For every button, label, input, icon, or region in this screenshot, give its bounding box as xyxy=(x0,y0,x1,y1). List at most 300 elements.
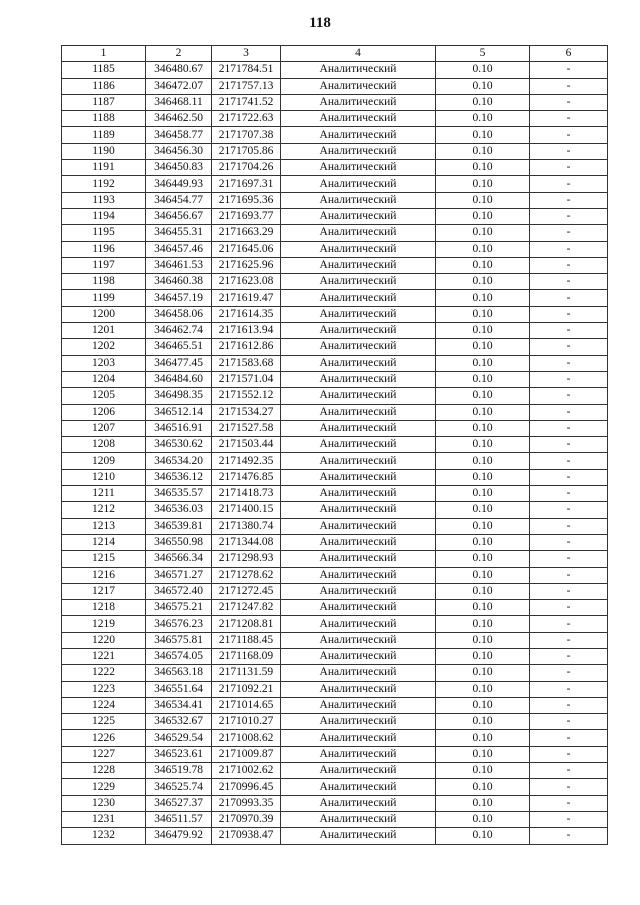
y-coordinate-cell: 2171757.13 xyxy=(212,78,281,94)
method-cell: Аналитический xyxy=(281,94,436,110)
method-cell: Аналитический xyxy=(281,502,436,518)
y-coordinate-cell: 2171613.94 xyxy=(212,323,281,339)
table-row xyxy=(62,306,608,322)
y-coordinate-cell: 2171705.86 xyxy=(212,143,281,159)
accuracy-cell: 0.10 xyxy=(436,176,530,192)
table-row xyxy=(62,62,608,78)
accuracy-cell: 0.10 xyxy=(436,371,530,387)
page-number: 118 xyxy=(309,15,331,31)
table-row xyxy=(62,681,608,697)
table-row xyxy=(62,192,608,208)
column-header: 1 xyxy=(62,46,146,62)
method-cell: Аналитический xyxy=(281,225,436,241)
accuracy-cell: 0.10 xyxy=(436,160,530,176)
method-cell: Аналитический xyxy=(281,828,436,844)
method-cell: Аналитический xyxy=(281,697,436,713)
accuracy-cell: 0.10 xyxy=(436,290,530,306)
x-coordinate-cell: 346532.67 xyxy=(146,714,212,730)
point-number-cell: 1186 xyxy=(62,78,146,94)
x-coordinate-cell: 346456.67 xyxy=(146,208,212,224)
accuracy-cell: 0.10 xyxy=(436,453,530,469)
method-cell: Аналитический xyxy=(281,763,436,779)
y-coordinate-cell: 2171645.06 xyxy=(212,241,281,257)
point-number-cell: 1219 xyxy=(62,616,146,632)
table-row xyxy=(62,648,608,664)
point-number-cell: 1189 xyxy=(62,127,146,143)
point-number-cell: 1196 xyxy=(62,241,146,257)
x-coordinate-cell: 346534.20 xyxy=(146,453,212,469)
table-header-row xyxy=(62,46,608,62)
point-number-cell: 1216 xyxy=(62,567,146,583)
method-cell: Аналитический xyxy=(281,437,436,453)
column-header: 3 xyxy=(212,46,281,62)
accuracy-cell: 0.10 xyxy=(436,127,530,143)
method-cell: Аналитический xyxy=(281,274,436,290)
x-coordinate-cell: 346535.57 xyxy=(146,486,212,502)
table-row xyxy=(62,697,608,713)
note-cell: - xyxy=(530,763,608,779)
method-cell: Аналитический xyxy=(281,127,436,143)
accuracy-cell: 0.10 xyxy=(436,225,530,241)
table-row xyxy=(62,534,608,550)
table-row xyxy=(62,714,608,730)
x-coordinate-cell: 346525.74 xyxy=(146,779,212,795)
y-coordinate-cell: 2171663.29 xyxy=(212,225,281,241)
note-cell: - xyxy=(530,828,608,844)
note-cell: - xyxy=(530,355,608,371)
point-number-cell: 1202 xyxy=(62,339,146,355)
method-cell: Аналитический xyxy=(281,583,436,599)
accuracy-cell: 0.10 xyxy=(436,339,530,355)
point-number-cell: 1203 xyxy=(62,355,146,371)
note-cell: - xyxy=(530,567,608,583)
table-row xyxy=(62,241,608,257)
accuracy-cell: 0.10 xyxy=(436,274,530,290)
point-number-cell: 1224 xyxy=(62,697,146,713)
y-coordinate-cell: 2171247.82 xyxy=(212,600,281,616)
table-row xyxy=(62,78,608,94)
x-coordinate-cell: 346457.46 xyxy=(146,241,212,257)
table-row xyxy=(62,160,608,176)
y-coordinate-cell: 2171614.35 xyxy=(212,306,281,322)
table-row xyxy=(62,355,608,371)
note-cell: - xyxy=(530,290,608,306)
point-number-cell: 1201 xyxy=(62,323,146,339)
table-body xyxy=(62,62,608,844)
y-coordinate-cell: 2171014.65 xyxy=(212,697,281,713)
y-coordinate-cell: 2171704.26 xyxy=(212,160,281,176)
point-number-cell: 1194 xyxy=(62,208,146,224)
accuracy-cell: 0.10 xyxy=(436,469,530,485)
method-cell: Аналитический xyxy=(281,306,436,322)
table-row xyxy=(62,518,608,534)
x-coordinate-cell: 346460.38 xyxy=(146,274,212,290)
x-coordinate-cell: 346550.98 xyxy=(146,534,212,550)
point-number-cell: 1209 xyxy=(62,453,146,469)
method-cell: Аналитический xyxy=(281,404,436,420)
y-coordinate-cell: 2171400.15 xyxy=(212,502,281,518)
x-coordinate-cell: 346472.07 xyxy=(146,78,212,94)
x-coordinate-cell: 346456.30 xyxy=(146,143,212,159)
note-cell: - xyxy=(530,274,608,290)
accuracy-cell: 0.10 xyxy=(436,828,530,844)
point-number-cell: 1199 xyxy=(62,290,146,306)
accuracy-cell: 0.10 xyxy=(436,306,530,322)
y-coordinate-cell: 2171583.68 xyxy=(212,355,281,371)
point-number-cell: 1210 xyxy=(62,469,146,485)
method-cell: Аналитический xyxy=(281,811,436,827)
method-cell: Аналитический xyxy=(281,290,436,306)
table-row xyxy=(62,94,608,110)
accuracy-cell: 0.10 xyxy=(436,388,530,404)
y-coordinate-cell: 2171784.51 xyxy=(212,62,281,78)
y-coordinate-cell: 2170993.35 xyxy=(212,795,281,811)
point-number-cell: 1232 xyxy=(62,828,146,844)
column-header: 4 xyxy=(281,46,436,62)
accuracy-cell: 0.10 xyxy=(436,94,530,110)
y-coordinate-cell: 2171693.77 xyxy=(212,208,281,224)
note-cell: - xyxy=(530,176,608,192)
y-coordinate-cell: 2171010.27 xyxy=(212,714,281,730)
table-row xyxy=(62,290,608,306)
table-row xyxy=(62,616,608,632)
x-coordinate-cell: 346536.12 xyxy=(146,469,212,485)
point-number-cell: 1185 xyxy=(62,62,146,78)
y-coordinate-cell: 2171298.93 xyxy=(212,551,281,567)
x-coordinate-cell: 346571.27 xyxy=(146,567,212,583)
y-coordinate-cell: 2171619.47 xyxy=(212,290,281,306)
x-coordinate-cell: 346480.67 xyxy=(146,62,212,78)
point-number-cell: 1205 xyxy=(62,388,146,404)
table-row xyxy=(62,404,608,420)
point-number-cell: 1215 xyxy=(62,551,146,567)
x-coordinate-cell: 346462.74 xyxy=(146,323,212,339)
x-coordinate-cell: 346512.14 xyxy=(146,404,212,420)
table-row xyxy=(62,730,608,746)
y-coordinate-cell: 2171344.08 xyxy=(212,534,281,550)
note-cell: - xyxy=(530,600,608,616)
point-number-cell: 1223 xyxy=(62,681,146,697)
x-coordinate-cell: 346461.53 xyxy=(146,257,212,273)
column-header: 2 xyxy=(146,46,212,62)
method-cell: Аналитический xyxy=(281,78,436,94)
point-number-cell: 1218 xyxy=(62,600,146,616)
accuracy-cell: 0.10 xyxy=(436,583,530,599)
table-row xyxy=(62,225,608,241)
y-coordinate-cell: 2171278.62 xyxy=(212,567,281,583)
method-cell: Аналитический xyxy=(281,355,436,371)
point-number-cell: 1195 xyxy=(62,225,146,241)
point-number-cell: 1230 xyxy=(62,795,146,811)
method-cell: Аналитический xyxy=(281,795,436,811)
method-cell: Аналитический xyxy=(281,714,436,730)
point-number-cell: 1225 xyxy=(62,714,146,730)
method-cell: Аналитический xyxy=(281,486,436,502)
note-cell: - xyxy=(530,127,608,143)
x-coordinate-cell: 346498.35 xyxy=(146,388,212,404)
table-row xyxy=(62,811,608,827)
point-number-cell: 1222 xyxy=(62,665,146,681)
point-number-cell: 1217 xyxy=(62,583,146,599)
point-number-cell: 1220 xyxy=(62,632,146,648)
x-coordinate-cell: 346576.23 xyxy=(146,616,212,632)
y-coordinate-cell: 2170970.39 xyxy=(212,811,281,827)
table-row xyxy=(62,567,608,583)
point-number-cell: 1227 xyxy=(62,746,146,762)
y-coordinate-cell: 2170938.47 xyxy=(212,828,281,844)
x-coordinate-cell: 346458.06 xyxy=(146,306,212,322)
method-cell: Аналитический xyxy=(281,746,436,762)
method-cell: Аналитический xyxy=(281,371,436,387)
x-coordinate-cell: 346575.81 xyxy=(146,632,212,648)
table-row xyxy=(62,779,608,795)
x-coordinate-cell: 346457.19 xyxy=(146,290,212,306)
y-coordinate-cell: 2171168.09 xyxy=(212,648,281,664)
point-number-cell: 1211 xyxy=(62,486,146,502)
accuracy-cell: 0.10 xyxy=(436,143,530,159)
x-coordinate-cell: 346575.21 xyxy=(146,600,212,616)
note-cell: - xyxy=(530,241,608,257)
note-cell: - xyxy=(530,192,608,208)
accuracy-cell: 0.10 xyxy=(436,600,530,616)
accuracy-cell: 0.10 xyxy=(436,779,530,795)
x-coordinate-cell: 346450.83 xyxy=(146,160,212,176)
note-cell: - xyxy=(530,453,608,469)
point-number-cell: 1221 xyxy=(62,648,146,664)
method-cell: Аналитический xyxy=(281,420,436,436)
x-coordinate-cell: 346566.34 xyxy=(146,551,212,567)
method-cell: Аналитический xyxy=(281,111,436,127)
y-coordinate-cell: 2171695.36 xyxy=(212,192,281,208)
x-coordinate-cell: 346563.18 xyxy=(146,665,212,681)
y-coordinate-cell: 2171131.59 xyxy=(212,665,281,681)
y-coordinate-cell: 2171552.12 xyxy=(212,388,281,404)
accuracy-cell: 0.10 xyxy=(436,697,530,713)
x-coordinate-cell: 346551.64 xyxy=(146,681,212,697)
note-cell: - xyxy=(530,306,608,322)
y-coordinate-cell: 2171208.81 xyxy=(212,616,281,632)
coordinates-table xyxy=(61,45,608,845)
table-row xyxy=(62,551,608,567)
note-cell: - xyxy=(530,811,608,827)
method-cell: Аналитический xyxy=(281,388,436,404)
note-cell: - xyxy=(530,502,608,518)
point-number-cell: 1193 xyxy=(62,192,146,208)
accuracy-cell: 0.10 xyxy=(436,616,530,632)
method-cell: Аналитический xyxy=(281,730,436,746)
method-cell: Аналитический xyxy=(281,551,436,567)
method-cell: Аналитический xyxy=(281,567,436,583)
y-coordinate-cell: 2171571.04 xyxy=(212,371,281,387)
x-coordinate-cell: 346468.11 xyxy=(146,94,212,110)
table-row xyxy=(62,420,608,436)
accuracy-cell: 0.10 xyxy=(436,355,530,371)
note-cell: - xyxy=(530,437,608,453)
table-row xyxy=(62,388,608,404)
table-row xyxy=(62,323,608,339)
method-cell: Аналитический xyxy=(281,779,436,795)
note-cell: - xyxy=(530,208,608,224)
table-row xyxy=(62,583,608,599)
note-cell: - xyxy=(530,583,608,599)
accuracy-cell: 0.10 xyxy=(436,567,530,583)
accuracy-cell: 0.10 xyxy=(436,437,530,453)
point-number-cell: 1212 xyxy=(62,502,146,518)
accuracy-cell: 0.10 xyxy=(436,323,530,339)
y-coordinate-cell: 2171008.62 xyxy=(212,730,281,746)
table-row xyxy=(62,763,608,779)
x-coordinate-cell: 346462.50 xyxy=(146,111,212,127)
accuracy-cell: 0.10 xyxy=(436,795,530,811)
x-coordinate-cell: 346572.40 xyxy=(146,583,212,599)
table-row xyxy=(62,665,608,681)
y-coordinate-cell: 2171002.62 xyxy=(212,763,281,779)
accuracy-cell: 0.10 xyxy=(436,551,530,567)
note-cell: - xyxy=(530,551,608,567)
y-coordinate-cell: 2170996.45 xyxy=(212,779,281,795)
note-cell: - xyxy=(530,681,608,697)
point-number-cell: 1191 xyxy=(62,160,146,176)
table-row xyxy=(62,176,608,192)
y-coordinate-cell: 2171625.96 xyxy=(212,257,281,273)
y-coordinate-cell: 2171707.38 xyxy=(212,127,281,143)
note-cell: - xyxy=(530,339,608,355)
x-coordinate-cell: 346523.61 xyxy=(146,746,212,762)
accuracy-cell: 0.10 xyxy=(436,746,530,762)
note-cell: - xyxy=(530,143,608,159)
note-cell: - xyxy=(530,323,608,339)
table-row xyxy=(62,600,608,616)
note-cell: - xyxy=(530,404,608,420)
method-cell: Аналитический xyxy=(281,323,436,339)
table-row xyxy=(62,828,608,844)
method-cell: Аналитический xyxy=(281,192,436,208)
y-coordinate-cell: 2171492.35 xyxy=(212,453,281,469)
x-coordinate-cell: 346511.57 xyxy=(146,811,212,827)
accuracy-cell: 0.10 xyxy=(436,404,530,420)
note-cell: - xyxy=(530,616,608,632)
point-number-cell: 1204 xyxy=(62,371,146,387)
table-row xyxy=(62,274,608,290)
method-cell: Аналитический xyxy=(281,600,436,616)
accuracy-cell: 0.10 xyxy=(436,648,530,664)
method-cell: Аналитический xyxy=(281,176,436,192)
y-coordinate-cell: 2171623.08 xyxy=(212,274,281,290)
table-row xyxy=(62,453,608,469)
point-number-cell: 1200 xyxy=(62,306,146,322)
point-number-cell: 1190 xyxy=(62,143,146,159)
point-number-cell: 1192 xyxy=(62,176,146,192)
note-cell: - xyxy=(530,746,608,762)
accuracy-cell: 0.10 xyxy=(436,665,530,681)
y-coordinate-cell: 2171380.74 xyxy=(212,518,281,534)
accuracy-cell: 0.10 xyxy=(436,534,530,550)
accuracy-cell: 0.10 xyxy=(436,62,530,78)
note-cell: - xyxy=(530,420,608,436)
method-cell: Аналитический xyxy=(281,665,436,681)
note-cell: - xyxy=(530,111,608,127)
method-cell: Аналитический xyxy=(281,339,436,355)
method-cell: Аналитический xyxy=(281,534,436,550)
y-coordinate-cell: 2171272.45 xyxy=(212,583,281,599)
point-number-cell: 1207 xyxy=(62,420,146,436)
accuracy-cell: 0.10 xyxy=(436,632,530,648)
accuracy-cell: 0.10 xyxy=(436,192,530,208)
point-number-cell: 1226 xyxy=(62,730,146,746)
method-cell: Аналитический xyxy=(281,681,436,697)
point-number-cell: 1187 xyxy=(62,94,146,110)
method-cell: Аналитический xyxy=(281,160,436,176)
accuracy-cell: 0.10 xyxy=(436,257,530,273)
accuracy-cell: 0.10 xyxy=(436,241,530,257)
method-cell: Аналитический xyxy=(281,518,436,534)
table-row xyxy=(62,208,608,224)
table-row xyxy=(62,111,608,127)
point-number-cell: 1198 xyxy=(62,274,146,290)
y-coordinate-cell: 2171092.21 xyxy=(212,681,281,697)
x-coordinate-cell: 346458.77 xyxy=(146,127,212,143)
method-cell: Аналитический xyxy=(281,257,436,273)
table-row xyxy=(62,339,608,355)
accuracy-cell: 0.10 xyxy=(436,811,530,827)
x-coordinate-cell: 346454.77 xyxy=(146,192,212,208)
method-cell: Аналитический xyxy=(281,648,436,664)
point-number-cell: 1213 xyxy=(62,518,146,534)
accuracy-cell: 0.10 xyxy=(436,78,530,94)
method-cell: Аналитический xyxy=(281,616,436,632)
y-coordinate-cell: 2171476.85 xyxy=(212,469,281,485)
note-cell: - xyxy=(530,257,608,273)
column-header: 6 xyxy=(530,46,608,62)
x-coordinate-cell: 346534.41 xyxy=(146,697,212,713)
x-coordinate-cell: 346527.37 xyxy=(146,795,212,811)
y-coordinate-cell: 2171612.86 xyxy=(212,339,281,355)
table-row xyxy=(62,632,608,648)
point-number-cell: 1208 xyxy=(62,437,146,453)
accuracy-cell: 0.10 xyxy=(436,518,530,534)
point-number-cell: 1206 xyxy=(62,404,146,420)
x-coordinate-cell: 346539.81 xyxy=(146,518,212,534)
table-row xyxy=(62,437,608,453)
note-cell: - xyxy=(530,714,608,730)
y-coordinate-cell: 2171722.63 xyxy=(212,111,281,127)
table-row xyxy=(62,502,608,518)
method-cell: Аналитический xyxy=(281,453,436,469)
y-coordinate-cell: 2171697.31 xyxy=(212,176,281,192)
column-header: 5 xyxy=(436,46,530,62)
table-row xyxy=(62,469,608,485)
note-cell: - xyxy=(530,779,608,795)
note-cell: - xyxy=(530,632,608,648)
table-row xyxy=(62,486,608,502)
y-coordinate-cell: 2171534.27 xyxy=(212,404,281,420)
x-coordinate-cell: 346536.03 xyxy=(146,502,212,518)
table-row xyxy=(62,257,608,273)
accuracy-cell: 0.10 xyxy=(436,730,530,746)
method-cell: Аналитический xyxy=(281,143,436,159)
method-cell: Аналитический xyxy=(281,632,436,648)
y-coordinate-cell: 2171009.87 xyxy=(212,746,281,762)
note-cell: - xyxy=(530,665,608,681)
y-coordinate-cell: 2171188.45 xyxy=(212,632,281,648)
y-coordinate-cell: 2171527.58 xyxy=(212,420,281,436)
accuracy-cell: 0.10 xyxy=(436,208,530,224)
note-cell: - xyxy=(530,371,608,387)
note-cell: - xyxy=(530,518,608,534)
note-cell: - xyxy=(530,78,608,94)
method-cell: Аналитический xyxy=(281,241,436,257)
table-row xyxy=(62,746,608,762)
